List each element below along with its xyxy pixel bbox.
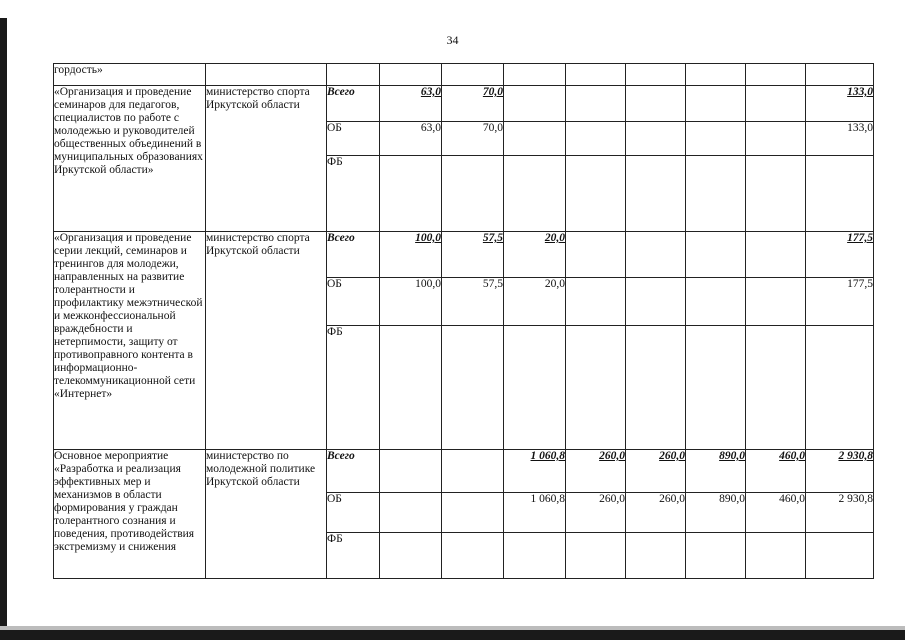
value-cell: 260,0 — [566, 450, 626, 493]
value-cell — [746, 156, 806, 232]
value-cell — [806, 64, 874, 86]
value-cell — [746, 122, 806, 156]
value-cell — [442, 156, 504, 232]
value-cell — [746, 232, 806, 278]
value-cell: 20,0 — [504, 232, 566, 278]
executor-cell — [206, 64, 327, 86]
value-cell — [686, 278, 746, 326]
table-row — [54, 64, 874, 86]
value-cell — [746, 64, 806, 86]
value-cell — [686, 86, 746, 122]
measure-description: Основное мероприятие «Разработка и реализация эффективных мер и механизмов в области формирования у граждан толерантного сознания и поведения, противодействия экстремизму и снижения — [54, 450, 206, 579]
value-cell: 70,0 — [442, 122, 504, 156]
source-cell: ОБ — [327, 122, 380, 156]
measure-description: гордость» — [54, 64, 206, 86]
executor-cell: министерство по молодежной политике Иркутской области — [206, 450, 327, 579]
value-cell — [566, 533, 626, 579]
value-cell — [686, 122, 746, 156]
value-cell — [806, 326, 874, 450]
source-cell: Всего — [327, 86, 380, 122]
value-cell — [806, 156, 874, 232]
value-cell — [504, 86, 566, 122]
value-cell: 890,0 — [686, 450, 746, 493]
page-number: 34 — [446, 33, 459, 47]
value-cell — [442, 450, 504, 493]
budget-table — [53, 63, 874, 579]
table-row — [54, 450, 874, 493]
table-row — [54, 232, 874, 278]
value-cell — [566, 122, 626, 156]
scan-edge-left — [0, 18, 7, 638]
value-cell — [686, 533, 746, 579]
value-cell — [746, 326, 806, 450]
value-cell — [626, 278, 686, 326]
measure-description: «Организация и проведение семинаров для педагогов, специалистов по работе с молодежью и руководителей общественных объединений в муниципальных образованиях Иркутской области» — [54, 86, 206, 232]
value-cell — [504, 326, 566, 450]
source-cell: ОБ — [327, 493, 380, 533]
value-cell: 100,0 — [380, 232, 442, 278]
value-cell — [686, 232, 746, 278]
value-cell — [686, 326, 746, 450]
value-cell — [504, 122, 566, 156]
executor-cell: министерство спорта Иркутской области — [206, 232, 327, 450]
value-cell — [380, 450, 442, 493]
scan-edge-bottom — [0, 630, 905, 640]
value-cell — [504, 156, 566, 232]
source-cell — [327, 64, 380, 86]
value-cell: 2 930,8 — [806, 493, 874, 533]
value-cell — [380, 326, 442, 450]
value-cell — [746, 86, 806, 122]
value-cell — [442, 493, 504, 533]
value-cell: 2 930,8 — [806, 450, 874, 493]
source-cell: ФБ — [327, 156, 380, 232]
value-cell: 133,0 — [806, 122, 874, 156]
value-cell: 177,5 — [806, 232, 874, 278]
value-cell — [442, 533, 504, 579]
value-cell — [746, 278, 806, 326]
value-cell — [566, 326, 626, 450]
value-cell — [566, 278, 626, 326]
value-cell: 260,0 — [626, 450, 686, 493]
value-cell: 57,5 — [442, 278, 504, 326]
value-cell — [380, 64, 442, 86]
value-cell: 133,0 — [806, 86, 874, 122]
value-cell — [626, 86, 686, 122]
value-cell: 100,0 — [380, 278, 442, 326]
value-cell — [566, 232, 626, 278]
value-cell — [380, 493, 442, 533]
value-cell — [746, 533, 806, 579]
table-row — [54, 86, 874, 122]
source-cell: Всего — [327, 450, 380, 493]
value-cell: 890,0 — [686, 493, 746, 533]
value-cell — [626, 156, 686, 232]
value-cell: 63,0 — [380, 122, 442, 156]
value-cell — [626, 122, 686, 156]
value-cell: 460,0 — [746, 450, 806, 493]
value-cell: 70,0 — [442, 86, 504, 122]
value-cell — [686, 156, 746, 232]
value-cell — [806, 533, 874, 579]
value-cell: 177,5 — [806, 278, 874, 326]
value-cell: 57,5 — [442, 232, 504, 278]
source-cell: ОБ — [327, 278, 380, 326]
value-cell — [566, 86, 626, 122]
value-cell: 1 060,8 — [504, 450, 566, 493]
value-cell — [686, 64, 746, 86]
source-cell: Всего — [327, 232, 380, 278]
value-cell — [504, 533, 566, 579]
value-cell — [626, 326, 686, 450]
source-cell: ФБ — [327, 326, 380, 450]
value-cell — [380, 533, 442, 579]
measure-description: «Организация и проведение серии лекций, семинаров и тренингов для молодежи, направленных на развитие толерантности и профилактику межэтнической и межконфессиональной враждебности и нетерпимости, защиту от противоправного контента в информационно-телекоммуникационной сети «Интернет» — [54, 232, 206, 450]
value-cell — [442, 326, 504, 450]
value-cell: 1 060,8 — [504, 493, 566, 533]
value-cell: 63,0 — [380, 86, 442, 122]
value-cell — [566, 156, 626, 232]
executor-cell: министерство спорта Иркутской области — [206, 86, 327, 232]
value-cell: 20,0 — [504, 278, 566, 326]
source-cell: ФБ — [327, 533, 380, 579]
value-cell — [380, 156, 442, 232]
value-cell: 260,0 — [566, 493, 626, 533]
value-cell — [504, 64, 566, 86]
value-cell — [626, 533, 686, 579]
value-cell — [626, 64, 686, 86]
value-cell: 260,0 — [626, 493, 686, 533]
value-cell — [566, 64, 626, 86]
value-cell — [442, 64, 504, 86]
value-cell — [626, 232, 686, 278]
value-cell: 460,0 — [746, 493, 806, 533]
